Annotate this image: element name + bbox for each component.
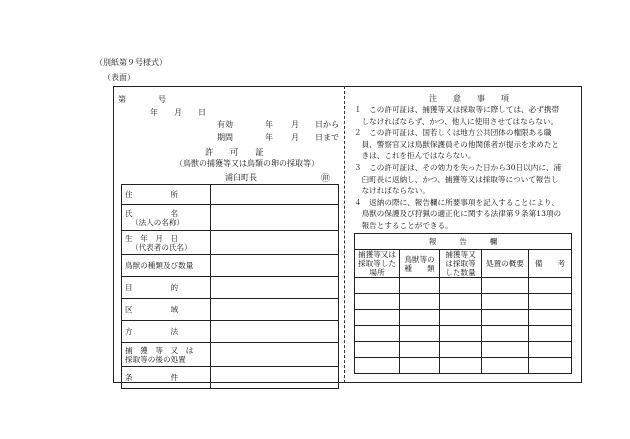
value-cell [211, 367, 339, 389]
value-cell [211, 231, 339, 255]
notice-line: 報告とすることができる。 [354, 220, 453, 230]
report-title-row [355, 234, 572, 250]
form-number-caption: （別紙第９号様式） [95, 58, 167, 67]
seal-mark: ㊞ [321, 174, 331, 184]
row-label-area: 区 域 [122, 299, 211, 321]
fold-line [344, 86, 345, 383]
table-row [122, 185, 339, 205]
header-place: 捕獲等又は採取等した場所 [355, 250, 400, 278]
notice-title: 注 意 事 項 [429, 94, 509, 103]
row-label-birthdate: 生 年 月 日 （代表者の氏名） [122, 231, 211, 255]
row-label-purpose: 目 的 [122, 277, 211, 299]
notice-line: 員、警察官又は鳥獣保護員その他関係者が提示を求めたと [354, 139, 560, 149]
notice-line: １ この許可証は、捕獲等又は採取等に際しては、必ず携帯 [354, 105, 560, 114]
table-row [122, 205, 339, 231]
notice-list [354, 104, 561, 232]
notice-line: ４ 返納の際に、報告欄に所要事項を記入することにより、 [354, 197, 560, 207]
row-label-disposal: 捕 獲 等 又 は 採取等の後の処置 [122, 343, 211, 367]
from-year: 年 [265, 120, 273, 129]
value-cell [211, 321, 339, 343]
validity-label-1: 有効 [217, 120, 233, 129]
header-species: 鳥獣等の種 類 [400, 250, 440, 278]
row-label-name: 氏 名 （法人の名称） [122, 205, 211, 231]
row-label-conditions: 条 件 [122, 367, 211, 389]
value-cell [211, 299, 339, 321]
row-label-address: 住 所 [122, 185, 211, 205]
table-row [122, 231, 339, 255]
permit-subtitle: （鳥獣の捕獲等又は鳥類の卵の採取等） [175, 159, 319, 168]
validity-label-2: 期間 [217, 133, 233, 142]
report-header-row [355, 250, 572, 278]
notice-line: 臼町長に返納し、かつ、捕獲等又は採取等について報告し [354, 174, 559, 184]
table-row [122, 321, 339, 343]
to-year: 年 [265, 133, 273, 142]
table-row [122, 343, 339, 367]
table-row [122, 277, 339, 299]
value-cell [211, 277, 339, 299]
permit-details-table [121, 184, 339, 389]
report-row [355, 278, 572, 294]
value-cell [211, 343, 339, 367]
header-remarks: 備 考 [529, 250, 572, 278]
value-cell [211, 205, 339, 231]
permit-title: 許 可 証 [205, 147, 264, 157]
header-disposal: 処置の概要 [482, 250, 529, 278]
value-cell [211, 255, 339, 277]
issue-date: 年 月 日 [150, 108, 206, 117]
from-month: 月 [291, 120, 299, 129]
report-row [355, 342, 572, 358]
from-day: 日から [315, 120, 339, 129]
report-row [355, 294, 572, 310]
report-row [355, 310, 572, 326]
report-row [355, 358, 572, 374]
to-day: 日まで [315, 133, 339, 142]
header-quantity: 捕獲等又は採取等した数量 [440, 250, 482, 278]
notice-line: ３ この許可証は、その効力を失った日から30日以内に、浦 [354, 162, 562, 172]
report-title: 報 告 欄 [355, 234, 572, 250]
value-cell [211, 185, 339, 205]
issuer-name: 浦臼町長 [225, 173, 257, 182]
notice-line: しなければならず、かつ、他人に使用させてはならない。 [354, 116, 559, 126]
table-row [122, 299, 339, 321]
table-row [122, 367, 339, 389]
notice-line: なければならない。 [354, 186, 430, 196]
report-row [355, 326, 572, 342]
row-label-method: 方 法 [122, 321, 211, 343]
notice-line: 鳥獣の保護及び狩猟の適正化に関する法律第９条第13項の [354, 209, 562, 219]
to-month: 月 [291, 133, 299, 142]
report-table [354, 233, 572, 374]
permit-number: 第 号 [118, 95, 166, 104]
notice-line: きは、これを拒んではならない。 [354, 151, 476, 161]
front-side-caption: （表面） [103, 73, 135, 82]
notice-line: ２ この許可証は、国若しくは地方公共団体の権限ある職 [354, 128, 552, 138]
table-row [122, 255, 339, 277]
row-label-species: 鳥獣の種類及び数量 [122, 255, 211, 277]
